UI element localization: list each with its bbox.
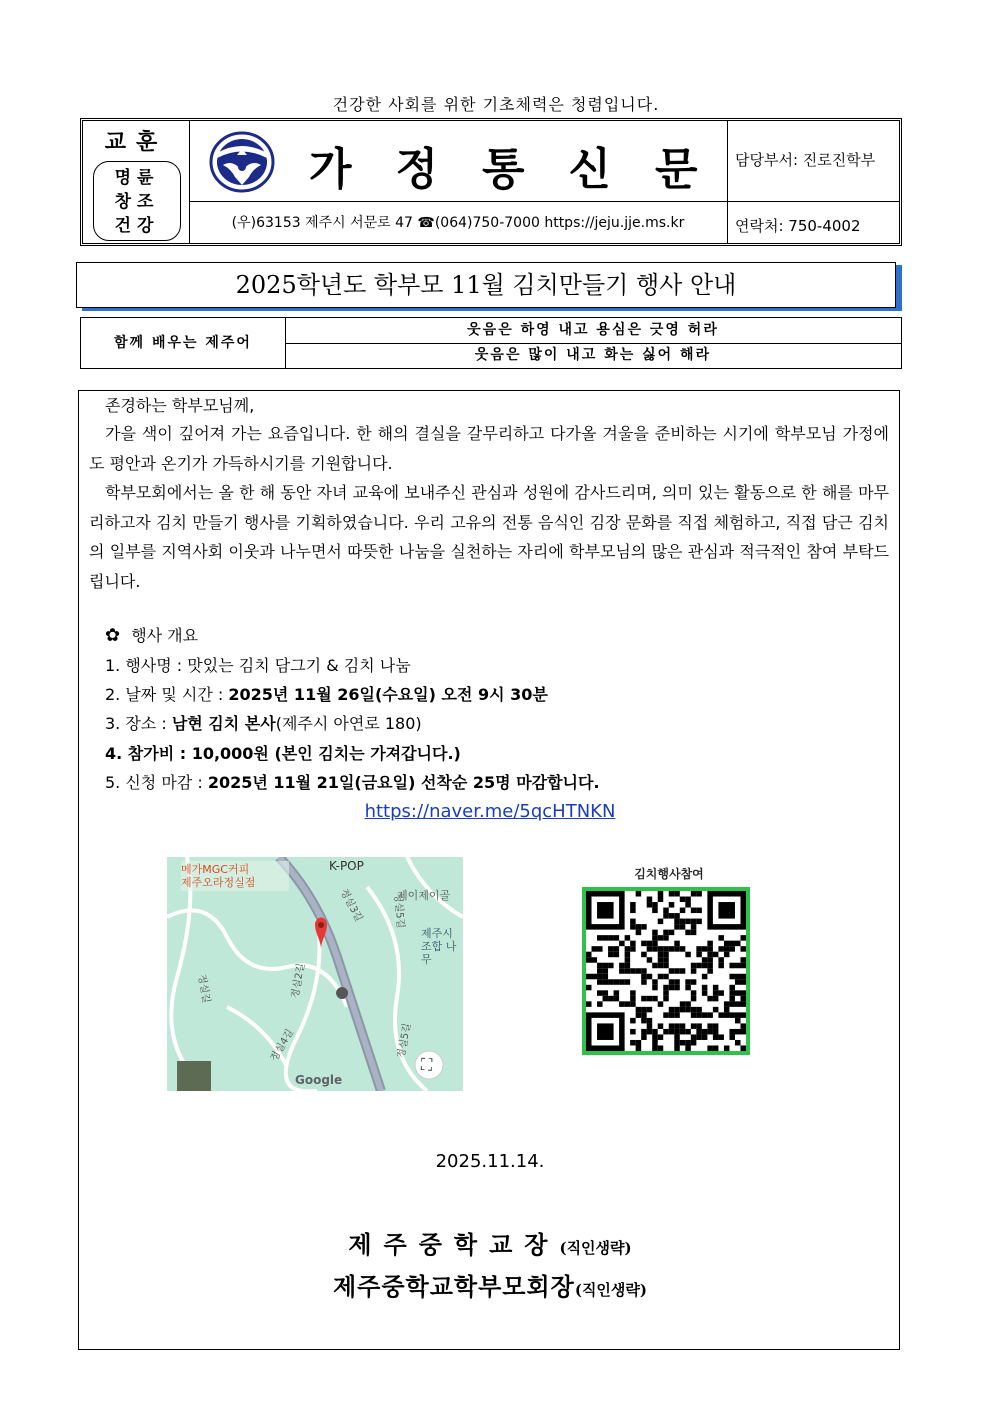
department: 담당부서: 진로진학부: [735, 151, 876, 169]
location-map[interactable]: [167, 857, 463, 1091]
overview-item-2: 2. 날짜 및 시간 : 2025년 11월 26일(수요일) 오전 9시 30분: [105, 685, 548, 704]
overview-item-4: 4. 참가비 : 10,000원 (본인 김치는 가져갑니다.): [105, 744, 461, 763]
dialect-phrase: 웃음은 하영 내고 용심은 긋영 허라: [285, 318, 901, 344]
header-contact-panel: [727, 121, 899, 243]
map-label: 정실5길: [391, 892, 406, 929]
contact-number: 연락처: 750-4002: [735, 217, 861, 235]
map-label: K-POP: [329, 859, 364, 873]
fullscreen-icon[interactable]: ⛶: [421, 1055, 433, 1074]
school-motto-panel: [83, 121, 190, 243]
map-label: 정실3길: [337, 887, 365, 924]
map-label: 정실2길: [290, 962, 308, 1000]
principal-signature: 제주중학교장(직인생략): [348, 1230, 632, 1259]
qr-code[interactable]: [582, 887, 750, 1055]
paragraph-2: 학부모회에서는 올 한 해 동안 자녀 교육에 보내주신 관심과 성원에 감사드리며, 의미 있는 활동으로 한 해를 마무리하고자 김치 만들기 행사를 기획하였습니다. 우리 고유의 전통 음식인 김장 문화를 직접 체험하고, 직접 담근 김치의 일부를 지역사회 이웃과 나누면서 따뜻한 나눔을 실천하는 자리에 학부모님의 많은 관심과 적극적인 참여 부탁드립니다.: [89, 483, 889, 591]
map-label: 메가MGC커피: [181, 863, 250, 876]
paragraph-1: 가을 색이 깊어져 가는 요즘입니다. 한 해의 결실을 갈무리하고 다가올 겨울을 준비하는 시기에 학부모님 가정에도 평안과 온기가 가득하시기를 기원합니다.: [89, 424, 889, 473]
dialect-translation: 웃음은 많이 내고 화는 싫어 해라: [474, 347, 712, 363]
qr-code-graphic: [586, 891, 746, 1051]
map-label: 제주오라정실점: [181, 876, 256, 889]
motto-heading: 교훈: [104, 130, 168, 155]
notice-title: 2025학년도 학부모 11월 김치만들기 행사 안내: [76, 262, 896, 308]
letter-body: [78, 390, 900, 1350]
map-label: 제이제이골: [397, 889, 451, 902]
school-emblem-icon: [209, 131, 275, 193]
qr-label: 김치행사참여: [634, 867, 704, 881]
jeju-dialect-table: [80, 317, 902, 369]
motto-line: 창조: [114, 192, 160, 212]
pta-president-signature: 제주중학교학부모회장(직인생략): [333, 1272, 647, 1301]
map-label: 조합 나무: [421, 940, 457, 966]
dialect-label: 함께 배우는 제주어: [81, 318, 286, 368]
motto-box: [93, 161, 181, 241]
google-logo: Google: [295, 1073, 343, 1087]
header-center: [189, 121, 742, 243]
slogan: 건강한 사회를 위한 기초체력은 청렴입니다.: [332, 95, 660, 114]
flower-icon: ✿: [105, 625, 121, 646]
greeting: 존경하는 학부모님께,: [105, 396, 255, 415]
motto-line: 건강: [114, 216, 160, 236]
overview-item-1: 1. 행사명 : 맛있는 김치 담그기 & 김치 나눔: [105, 656, 411, 675]
motto-line: 명륜: [114, 168, 160, 188]
newsletter-header: [80, 118, 902, 246]
overview-item-5: 5. 신청 마감 : 2025년 11월 21일(금요일) 선착순 25명 마감합니다.: [105, 773, 600, 792]
map-label: 정실5길: [396, 1022, 414, 1060]
newsletter-title: 가정통신문: [309, 144, 742, 195]
map-label: 제주시: [421, 927, 453, 940]
map-label: 정실길: [195, 973, 212, 1005]
issue-date: 2025.11.14.: [435, 1151, 545, 1172]
overview-item-3: 3. 장소 : 남현 김치 본사(제주시 아연로 180): [105, 714, 422, 733]
school-address: (우)63153 제주시 서문로 47 ☎(064)750-7000 https://jeju.jje.ms.kr: [231, 215, 685, 231]
overview-heading: ✿ 행사 개요: [105, 625, 199, 646]
application-link[interactable]: https://naver.me/5qcHTNKN: [364, 801, 616, 822]
map-label: 정실4길: [268, 1027, 297, 1064]
